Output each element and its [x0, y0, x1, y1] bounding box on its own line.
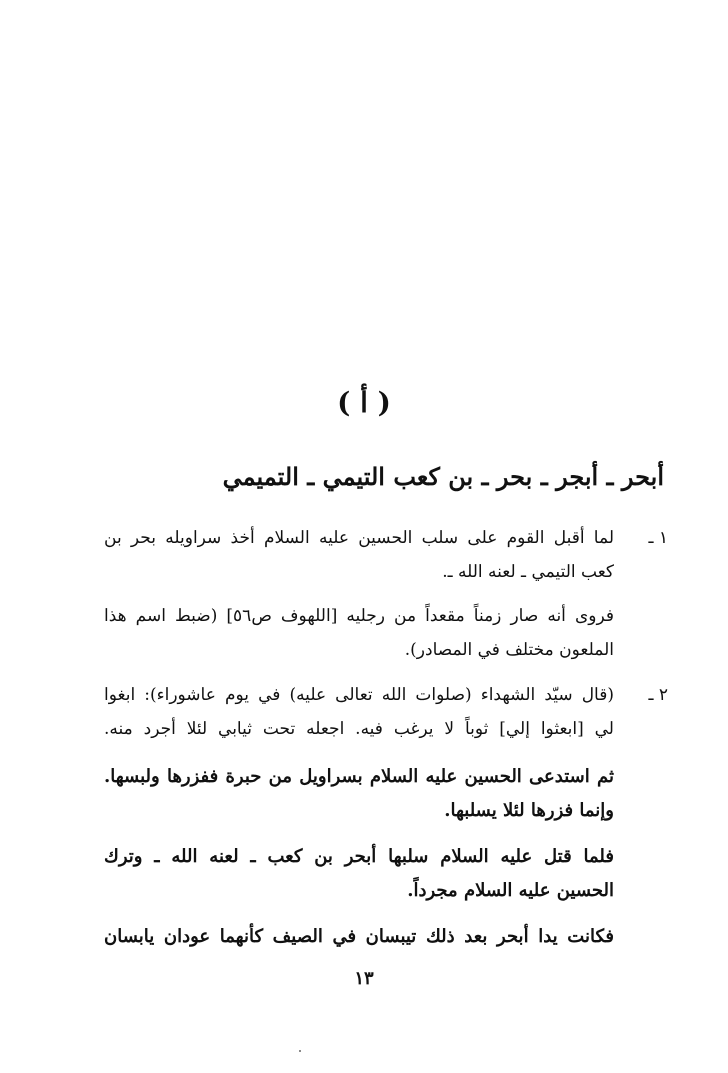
page-number: ١٣: [354, 968, 374, 989]
chapter-title: ( أ ): [337, 386, 391, 419]
text-line: لما أقبل القوم على سلب الحسين عليه السلام أخذ سراويله بحر بن: [104, 528, 614, 548]
text-line: (قال سيّد الشهداء (صلوات الله تعالى عليه) في يوم عاشوراء): ابغوا: [104, 685, 614, 705]
text-line: كعب التيمي ـ لعنه الله ـ.: [442, 562, 614, 582]
item-number: ٢ ـ: [648, 685, 668, 705]
entry-heading: أبحر ـ أبجر ـ بحر ـ بن كعب التيمي ـ التميمي: [222, 462, 664, 491]
print-speck: [299, 1050, 301, 1052]
text-line: وإنما فزرها لئلا يسلبها.: [444, 800, 614, 821]
text-line: فكانت يدا أبحر بعد ذلك تيبسان في الصيف كأنهما عودان يابسان: [104, 926, 614, 947]
text-line: الملعون مختلف في المصادر).: [404, 640, 614, 660]
item-number: ١ ـ: [648, 528, 668, 548]
text-line: ثم استدعى الحسين عليه السلام بسراويل من حبرة ففزرها ولبسها.: [104, 766, 614, 787]
text-line: فروى أنه صار زمناً مقعداً من رجليه [اللهوف ص٥٦] (ضبط اسم هذا: [104, 606, 614, 626]
text-line: لي [ابعثوا إلي] ثوباً لا يرغب فيه. اجعله تحت ثيابي لئلا أجرد منه.: [104, 719, 614, 739]
text-line: الحسين عليه السلام مجرداً.: [407, 880, 614, 901]
text-line: فلما قتل عليه السلام سلبها أبحر بن كعب ـ لعنه الله ـ وترك: [104, 846, 614, 867]
